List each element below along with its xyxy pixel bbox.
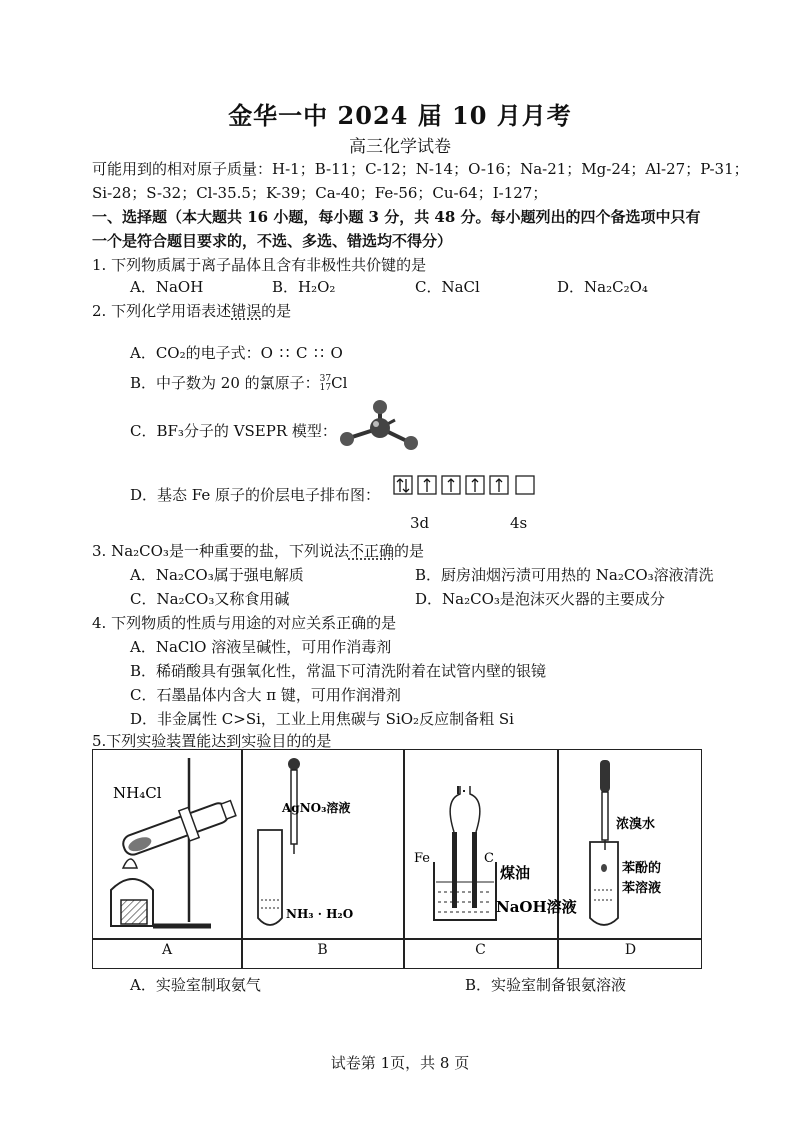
q2-option-b <box>130 372 347 393</box>
apparatus-c-naoh-label: NaOH溶液 <box>496 898 577 916</box>
q3-option-c: C．Na₂CO₃又称食用碱 <box>130 590 290 608</box>
question-2-stem <box>92 300 291 321</box>
q3-option-b: B．厨房油烟污渍可用热的 Na₂CO₃溶液清洗 <box>415 566 714 584</box>
question-4-stem: 4. 下列物质的性质与用途的对应关系正确的是 <box>92 614 397 632</box>
q3-option-a: A．Na₂CO₃属于强电解质 <box>130 566 304 584</box>
isotope-mass-number: 37 <box>319 374 332 384</box>
co2-electron-formula: O ∷ C ∷ O <box>260 344 344 362</box>
isotope-notation <box>320 375 331 393</box>
fluorine-atom-icon <box>373 400 387 414</box>
q2-option-c: C．BF₃分子的 VSEPR 模型： <box>130 422 337 440</box>
apparatus-a-label: NH₄Cl <box>113 784 162 802</box>
apparatus-a-drawing <box>93 750 241 938</box>
q1-option-c: C．NaCl <box>415 278 480 296</box>
apparatus-c-fe-label: Fe <box>414 851 431 866</box>
apparatus-c-carbon-label: C <box>484 851 494 866</box>
q3-stem-emphasis: 不正确 <box>348 542 394 560</box>
q2-option-d: D．基态 Fe 原子的价层电子排布图： <box>130 486 381 504</box>
exam-subtitle: 高三化学试卷 <box>349 137 451 157</box>
q5-option-b: B．实验室制备银氨溶液 <box>465 976 627 994</box>
apparatus-b-drawing <box>242 750 403 938</box>
boron-atom-icon <box>370 418 390 438</box>
fe-orbital-diagram <box>388 470 548 500</box>
exam-title: 金华一中 2024 届 10 月月考 <box>228 101 572 130</box>
isotope-symbol: Cl <box>331 374 348 392</box>
q4-option-c: C．石墨晶体内含大 π 键，可用作润滑剂 <box>130 686 401 704</box>
apparatus-d-drawing <box>558 750 703 938</box>
q3-stem-before: 3. Na₂CO₃是一种重要的盐，下列说法 <box>92 542 349 560</box>
isotope-atomic-number: 17 <box>319 383 332 393</box>
apparatus-caption-b: B <box>317 942 328 958</box>
q4-option-b: B．稀硝酸具有强氧化性，常温下可清洗附着在试管内壁的银镜 <box>130 662 547 680</box>
q1-option-a: A．NaOH <box>130 278 204 296</box>
q2-option-a <box>130 342 344 363</box>
section-heading-line1: 一、选择题（本大题共 16 小题，每小题 3 分，共 48 分。每小题列出的四个备选项中只有 <box>92 208 701 226</box>
orbital-label-3d: 3d <box>410 514 430 532</box>
q1-option-d: D．Na₂C₂O₄ <box>557 278 648 296</box>
apparatus-c-kerosene-label: 煤油 <box>500 864 531 882</box>
q5-apparatus-table <box>92 749 702 969</box>
question-1-stem: 1. 下列物质属于离子晶体且含有非极性共价键的是 <box>92 256 427 274</box>
q3-option-d: D．Na₂CO₃是泡沫灭火器的主要成分 <box>415 590 665 608</box>
apparatus-d-bromine-label: 浓溴水 <box>616 817 656 832</box>
q2-stem-before: 2. 下列化学用语表述 <box>92 302 232 320</box>
q5-option-a: A．实验室制取氨气 <box>130 976 261 994</box>
q3-stem-after: 的是 <box>393 542 424 560</box>
fluorine-atom-icon <box>404 436 418 450</box>
apparatus-c-drawing <box>404 750 577 938</box>
bf3-vsepr-model-image <box>335 398 425 458</box>
apparatus-caption-a: A <box>161 942 173 958</box>
q2-stem-emphasis: 错误 <box>231 302 262 320</box>
q4-option-d: D．非金属性 C>Si，工业上用焦碳与 SiO₂反应制备粗 Si <box>130 710 514 728</box>
apparatus-b-top-label: AgNO₃溶液 <box>282 801 351 815</box>
fluorine-atom-icon <box>340 432 354 446</box>
apparatus-b-bottom-label: NH₃ · H₂O <box>286 907 354 921</box>
apparatus-d-phenol-label-1: 苯酚的 <box>622 861 662 876</box>
apparatus-d-phenol-label-2: 苯溶液 <box>622 881 662 896</box>
atomic-masses-line2: Si-28；S-32；Cl-35.5；K-39；Ca-40；Fe-56；Cu-64；I-127； <box>92 184 548 202</box>
apparatus-caption-c: C <box>475 942 486 958</box>
q2-option-a-text: A．CO₂的电子式： <box>130 344 261 362</box>
orbital-label-4s: 4s <box>510 514 528 532</box>
page-footer: 试卷第 1页，共 8 页 <box>330 1054 470 1072</box>
question-3-stem <box>92 540 424 561</box>
atomic-masses-line1: 可能用到的相对原子质量：H-1；B-11；C-12；N-14；O-16；Na-21；Mg-24；Al-27；P-31； <box>92 160 749 178</box>
apparatus-caption-d: D <box>624 942 637 958</box>
question-5-stem: 5.下列实验装置能达到实验目的的是 <box>92 732 332 750</box>
q1-option-b: B．H₂O₂ <box>272 278 336 296</box>
q2-stem-after: 的是 <box>261 302 292 320</box>
section-heading-line2: 一个是符合题目要求的，不选、多选、错选均不得分） <box>92 232 453 250</box>
q4-option-a: A．NaClO 溶液呈碱性，可用作消毒剂 <box>130 638 392 656</box>
q2-option-b-text: B．中子数为 20 的氯原子： <box>130 374 320 392</box>
